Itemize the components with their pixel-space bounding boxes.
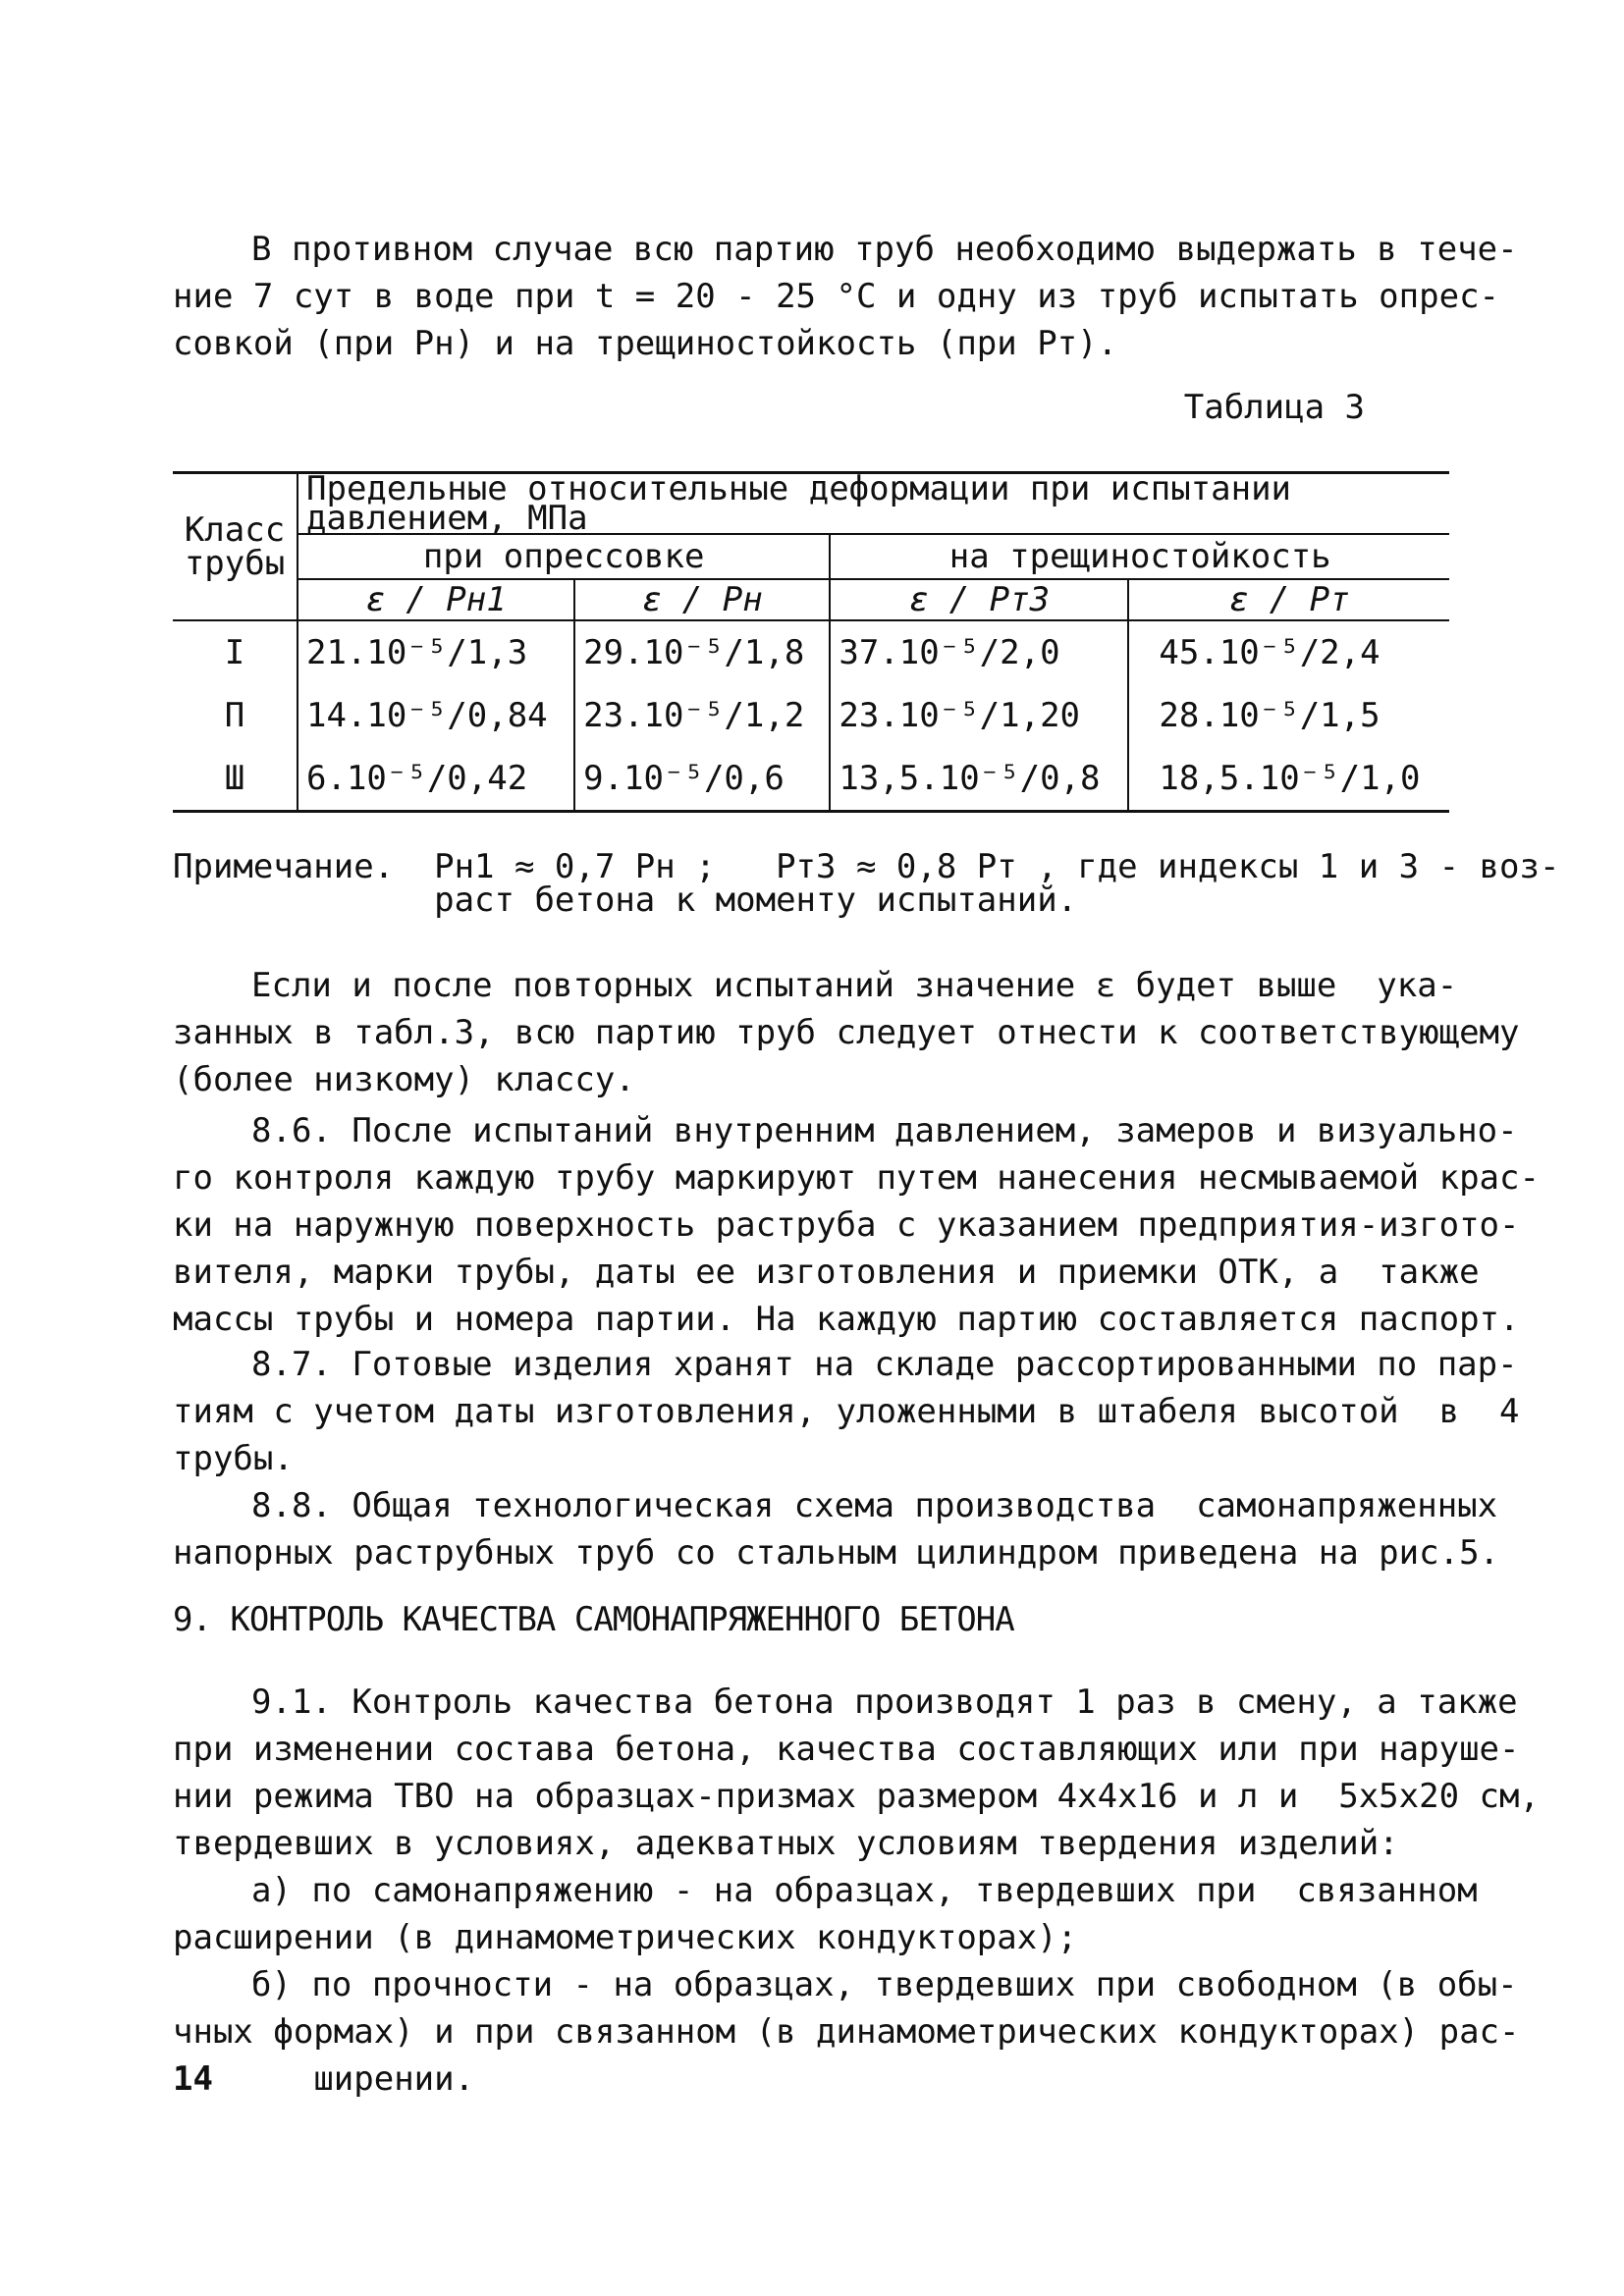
class-cell: П: [173, 684, 298, 747]
note-line: раст бетона к моменту испытаний.: [173, 881, 1078, 920]
paragraph-retest: [173, 962, 1520, 1103]
paragraph-8-7: [173, 1341, 1520, 1482]
value-cell: 18,5.10⁻⁵/1,0: [1159, 759, 1421, 798]
value-cell: 45.10⁻⁵/2,4: [1159, 633, 1380, 672]
note-line: Примечание. Рн1 ≈ 0,7 Рн ; Рт3 ≈ 0,8 Рт , где индексы 1 и 3 - воз-: [173, 847, 1560, 886]
table-caption: Таблица 3: [1183, 388, 1365, 427]
text-line: при изменении состава бетона, качества составляющих или при наруше-: [173, 1730, 1520, 1769]
paragraph-item-a: [173, 1867, 1478, 1961]
text-line: б) по прочности - на образцах, твердевших при свободном (в обы-: [251, 1965, 1518, 2004]
value-cell: 13,5.10⁻⁵/0,8: [830, 747, 1128, 812]
text-line: трубы.: [173, 1439, 294, 1478]
main-header: Предельные относительные деформации при испытании давлением, МПа: [298, 474, 1449, 534]
value-cell: 6.10⁻⁵/0,42: [298, 747, 574, 812]
value-cell: 21.10⁻⁵/1,3: [298, 620, 574, 684]
class-cell: I: [173, 620, 298, 684]
page-number: 14: [173, 2059, 213, 2099]
intro-paragraph: [173, 226, 1518, 367]
text-line: напорных раструбных труб со стальным цилиндром приведена на рис.5.: [173, 1533, 1500, 1573]
text-line: В противном случае всю партию труб необходимо выдержать в тече-: [251, 230, 1518, 269]
text-line: тиям с учетом даты изготовления, уложенными в штабеля высотой в 4: [173, 1392, 1520, 1431]
text-line: расширении (в динамометрических кондукторах);: [173, 1918, 1078, 1957]
text-line: 9.1. Контроль качества бетона производят 1 раз в смену, а также: [251, 1682, 1518, 1722]
text-line: совкой (при Рн) и на трещиностойкость (при Рт).: [173, 324, 1118, 363]
value-cell: 37.10⁻⁵/2,0: [830, 620, 1128, 684]
text-line: 8.6. После испытаний внутренним давлением, замеров и визуально-: [251, 1111, 1518, 1150]
text-line: занных в табл.3, всю партию труб следует отнести к соответствующему: [173, 1013, 1520, 1052]
section-title: 9. КОНТРОЛЬ КАЧЕСТВА САМОНАПРЯЖЕННОГО БЕТОНА: [173, 1600, 1014, 1639]
value-cell: 28.10⁻⁵/1,5: [1159, 696, 1380, 735]
value-cell: 14.10⁻⁵/0,84: [298, 684, 574, 747]
deformation-table: [173, 471, 1449, 813]
text-line: твердевших в условиях, адекватных условиям твердения изделий:: [173, 1824, 1399, 1863]
text-line: массы трубы и номера партии. На каждую партию составляется паспорт.: [173, 1300, 1520, 1339]
value-cell: 29.10⁻⁵/1,8: [574, 620, 830, 684]
paragraph-8-8: [173, 1482, 1500, 1576]
table-row: [173, 684, 1449, 747]
class-cell: Ш: [173, 747, 298, 812]
symbol-header: ε / Рт: [1228, 580, 1350, 619]
symbol-header: ε / Рт3: [830, 579, 1128, 620]
paragraph-9-1: [173, 1679, 1540, 1867]
value-cell: 23.10⁻⁵/1,2: [574, 684, 830, 747]
table-row: [173, 620, 1449, 684]
paragraph-item-b: [173, 1961, 1520, 2103]
text-line: ширении.: [313, 2059, 475, 2099]
class-header: Класс трубы: [173, 474, 298, 620]
text-line: го контроля каждую трубу маркируют путем нанесения несмываемой крас-: [173, 1158, 1540, 1198]
symbol-header: ε / Рн: [574, 579, 830, 620]
last-line: [173, 2056, 1469, 2103]
group-header-pressing: при опрессовке: [298, 534, 830, 579]
text-line: вителя, марки трубы, даты ее изготовления и приемки ОТК, а также: [173, 1253, 1480, 1292]
text-line: 8.8. Общая технологическая схема производства самонапряженных: [251, 1486, 1498, 1525]
group-header-crack: на трещиностойкость: [830, 534, 1449, 579]
symbol-header: ε / Рн1: [298, 579, 574, 620]
paragraph-8-6: [173, 1107, 1540, 1343]
text-line: ки на наружную поверхность раструба с указанием предприятия-изгото-: [173, 1205, 1520, 1245]
table-row: [173, 747, 1449, 812]
text-line: чных формах) и при связанном (в динамометрических кондукторах) рас-: [173, 2012, 1520, 2052]
text-line: Если и после повторных испытаний значение ε будет выше ука-: [251, 966, 1458, 1005]
value-cell: 23.10⁻⁵/1,20: [830, 684, 1128, 747]
text-line: нии режима ТВО на образцах-призмах размером 4х4х16 и л и 5х5х20 см,: [173, 1777, 1540, 1816]
text-line: а) по самонапряжению - на образцах, твердевших при связанном: [251, 1871, 1478, 1910]
table-note: [173, 847, 1560, 920]
text-line: (более низкому) классу.: [173, 1060, 635, 1099]
text-line: 8.7. Готовые изделия хранят на складе рассортированными по пар-: [251, 1345, 1518, 1384]
text-line: ние 7 сут в воде при t = 20 - 25 °С и одну из труб испытать опрес-: [173, 277, 1500, 316]
value-cell: 9.10⁻⁵/0,6: [574, 747, 830, 812]
